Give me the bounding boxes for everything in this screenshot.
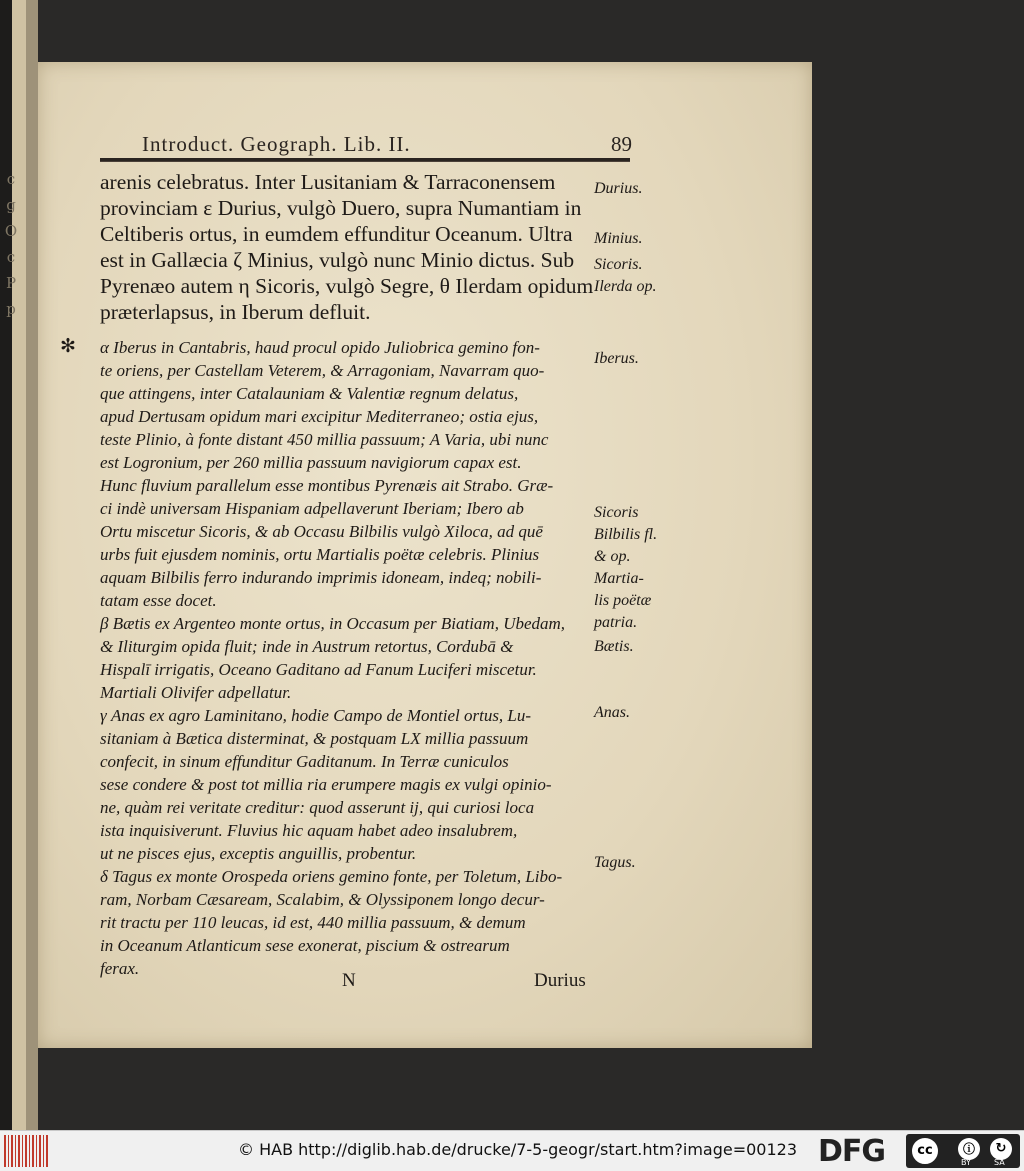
sa-label: SA xyxy=(994,1158,1005,1167)
note-line: ne, quàm rei veritate creditur: quod asserunt ij, qui curiosi loca xyxy=(100,798,535,817)
note-line: in Oceanum Atlanticum sese exonerat, piscium & ostrearum xyxy=(100,936,510,955)
margin-note: & op. xyxy=(594,548,631,565)
scan-background-top xyxy=(38,0,1024,62)
note-line: Ortu miscetur Sicoris, & ab Occasu Bilbilis vulgò Xiloca, ad quē xyxy=(100,522,543,541)
facing-page-bleed: c g O c P p xyxy=(4,170,18,318)
sa-icon: ↻ xyxy=(990,1138,1012,1160)
note-line: ista inquisiverunt. Fluvius hic aquam habet adeo insalubrem, xyxy=(100,821,518,840)
note-line: δ Tagus ex monte Orospeda oriens gemino fonte, per Toletum, Libo- xyxy=(100,867,563,886)
note-line: & Iliturgim opida fluit; inde in Austrum retortus, Cordubā & xyxy=(100,637,514,656)
note-line: tatam esse docet. xyxy=(100,591,217,610)
scan-background-bottom xyxy=(38,1048,812,1130)
margin-note: Bætis. xyxy=(594,638,634,655)
main-line: præterlapsus, in Iberum defluit. xyxy=(100,300,371,324)
cc-license-badge[interactable] xyxy=(906,1134,1020,1168)
margin-note: Sicoris. xyxy=(594,256,643,273)
note-line: α Iberus in Cantabris, haud procul opido Juliobrica gemino fon- xyxy=(100,338,540,357)
main-line: est in Gallæcia ζ Minius, vulgò nunc Minio dictus. Sub xyxy=(100,248,575,272)
note-line: γ Anas ex agro Laminitano, hodie Campo de Montiel ortus, Lu- xyxy=(100,706,532,725)
note-line: Hispalī irrigatis, Oceano Gaditano ad Fanum Luciferi miscetur. xyxy=(100,660,537,679)
note-line: Martiali Olivifer adpellatur. xyxy=(100,683,292,702)
margin-note: Minius. xyxy=(594,230,643,247)
margin-note: Iberus. xyxy=(594,350,639,367)
margin-note: Sicoris xyxy=(594,504,639,521)
scan-background-right xyxy=(812,62,1024,1130)
main-line: provinciam ε Durius, vulgò Duero, supra Numantiam in xyxy=(100,196,582,220)
main-line: arenis celebratus. Inter Lusitaniam & Tarraconensem xyxy=(100,170,556,194)
dfg-logo: DFG xyxy=(818,1134,886,1169)
note-line: ram, Norbam Cæsaream, Scalabim, & Olyssiponem longo decur- xyxy=(100,890,545,909)
margin-note: lis poëtæ xyxy=(594,592,652,609)
main-line: Pyrenæo autem η Sicoris, vulgò Segre, θ Ilerdam opidum xyxy=(100,274,594,298)
by-label: BY xyxy=(961,1158,971,1167)
note-line: teste Plinio, à fonte distant 450 millia passuum; A Varia, ubi nunc xyxy=(100,430,549,449)
running-head-title: Introduct. Geograph. Lib. II. xyxy=(142,132,411,156)
note-line: est Logronium, per 260 millia passuum navigiorum capax est. xyxy=(100,453,522,472)
note-line: te oriens, per Castellam Veterem, & Arragoniam, Navarram quo- xyxy=(100,361,545,380)
library-barcode-logo xyxy=(4,1135,48,1167)
note-line: β Bætis ex Argenteo monte ortus, in Occasum per Biatiam, Ubedam, xyxy=(100,614,566,633)
margin-note: Bilbilis fl. xyxy=(594,526,658,543)
note-line: ci indè universam Hispaniam adpellaverunt Iberiam; Ibero ab xyxy=(100,499,524,518)
margin-note: patria. xyxy=(594,614,638,631)
note-line: que attingens, inter Catalauniam & Valentiæ regnum delatus, xyxy=(100,384,519,403)
note-line: urbs fuit ejusdem nominis, ortu Martialis poëtæ celebris. Plinius xyxy=(100,545,540,564)
book-page xyxy=(38,62,812,1048)
note-line: sitaniam à Bætica disterminat, & postquam LX millia passuum xyxy=(100,729,529,748)
note-line: rit tractu per 110 leucas, id est, 440 millia passuum, & demum xyxy=(100,913,526,932)
margin-note: Anas. xyxy=(594,704,630,721)
copyright-link[interactable]: © HAB http://diglib.hab.de/drucke/7-5-geogr/start.htm?image=00123 xyxy=(238,1140,798,1159)
note-asterisk-mark: ✻ xyxy=(60,335,76,357)
note-line: aquam Bilbilis ferro indurando imprimis idoneam, indeq; nobili- xyxy=(100,568,542,587)
viewer-footer-bar xyxy=(0,1130,1024,1171)
signature-mark: N xyxy=(342,970,356,991)
main-line: Celtiberis ortus, in eumdem effunditur Oceanum. Ultra xyxy=(100,222,573,246)
catchword: Durius xyxy=(534,970,586,991)
note-line: sese condere & post tot millia ria erumpere magis ex vulgi opinio- xyxy=(100,775,552,794)
note-line: ferax. xyxy=(100,959,140,978)
page-number: 89 xyxy=(611,132,632,156)
note-line: Hunc fluvium parallelum esse montibus Pyrenæis ait Strabo. Græ- xyxy=(100,476,554,495)
header-rule xyxy=(100,158,630,162)
margin-note: Durius. xyxy=(594,180,643,197)
note-line: confecit, in sinum effunditur Gaditanum. In Terræ cuniculos xyxy=(100,752,509,771)
note-line: apud Dertusam opidum mari excipitur Mediterraneo; ostia ejus, xyxy=(100,407,539,426)
note-line: ut ne pisces ejus, exceptis anguillis, probentur. xyxy=(100,844,417,863)
cc-icon: cc xyxy=(910,1136,940,1166)
by-icon: ⓘ xyxy=(958,1138,980,1160)
margin-note: Ilerda op. xyxy=(594,278,657,295)
margin-note: Tagus. xyxy=(594,854,636,871)
margin-note: Martia- xyxy=(594,570,644,587)
running-head xyxy=(142,132,632,160)
